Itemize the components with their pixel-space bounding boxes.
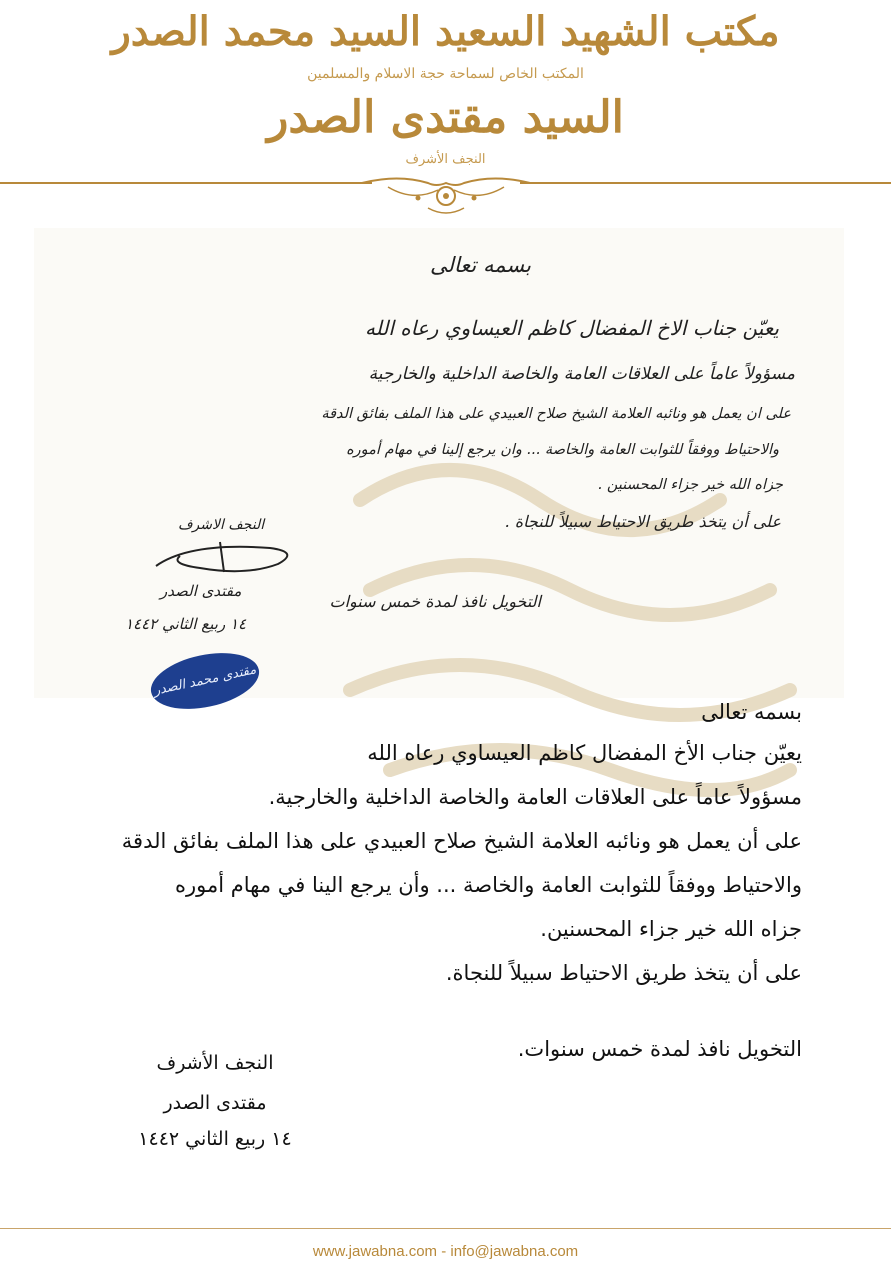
ornament-icon	[358, 172, 534, 222]
handwritten-validity: التخويل نافذ لمدة خمس سنوات	[329, 592, 541, 611]
letterhead-rule-left	[0, 182, 372, 184]
typed-validity: التخويل نافذ لمدة خمس سنوات.	[517, 1037, 802, 1061]
footer-contact: www.jawabna.com - info@jawabna.com	[312, 1243, 579, 1260]
handwritten-signature-city: النجف الاشرف	[178, 517, 265, 533]
letterhead-office-title: مكتب الشهيد السعيد السيد محمد الصدر	[111, 8, 780, 55]
typed-line-1: يعيّن جناب الأخ المفضال كاظم العيساوي رعاه الله	[367, 741, 802, 765]
handwritten-line-5: جزاه الله خير جزاء المحسنين .	[597, 477, 783, 493]
typed-line-2: مسؤولاً عاماً على العلاقات العامة والخاصة الداخلية والخارجية.	[268, 785, 802, 809]
footer-rule	[0, 1228, 891, 1229]
handwritten-signature-scribble-icon	[150, 538, 300, 578]
handwritten-line-1: يعيّن جناب الاخ المفضال كاظم العيساوي رعاه الله	[364, 316, 779, 340]
letterhead-name: السيد مقتدى الصدر	[267, 92, 624, 143]
typed-line-3: على أن يعمل هو ونائبه العلامة الشيخ صلاح العبيدي على هذا الملف بفائق الدقة	[121, 829, 802, 853]
typed-line-4: والاحتياط ووفقاً للثوابت العامة والخاصة ... وأن يرجع الينا في مهام أموره	[175, 873, 802, 897]
letterhead-city: النجف الأشرف	[405, 152, 486, 167]
typed-basmala: بسمه تعالى	[701, 700, 802, 724]
typed-line-5: جزاه الله خير جزاء المحسنين.	[540, 917, 802, 941]
handwritten-basmala: بسمه تعالى	[430, 253, 531, 277]
letterhead	[0, 0, 891, 225]
handwritten-line-2: مسؤولاً عاماً على العلاقات العامة والخاصة الداخلية والخارجية	[368, 364, 795, 384]
handwritten-line-6: على أن يتخذ طريق الاحتياط سبيلاً للنجاة .	[504, 512, 781, 531]
handwritten-signature-date: ١٤ ربيع الثاني ١٤٤٢	[125, 615, 247, 633]
letterhead-rule-right	[520, 182, 891, 184]
typed-signature-name: مقتدى الصدر	[163, 1092, 267, 1114]
letterhead-subtitle: المكتب الخاص لسماحة حجة الاسلام والمسلمين	[307, 66, 584, 82]
typed-line-6: على أن يتخذ طريق الاحتياط سبيلاً للنجاة.	[445, 961, 802, 985]
typed-signature-date: ١٤ ربيع الثاني ١٤٤٢	[138, 1128, 292, 1150]
typed-signature-city: النجف الأشرف	[156, 1052, 274, 1074]
handwritten-line-4: والاحتياط ووفقاً للثوابت العامة والخاصة ... وان يرجع إلينا في مهام أموره	[346, 442, 779, 458]
handwritten-signature-name: مقتدى الصدر	[160, 582, 242, 600]
handwritten-line-3: على ان يعمل هو ونائبه العلامة الشيخ صلاح العبيدي على هذا الملف بفائق الدقة	[321, 406, 791, 422]
official-seal: مقتدى محمد الصدر	[146, 644, 264, 718]
